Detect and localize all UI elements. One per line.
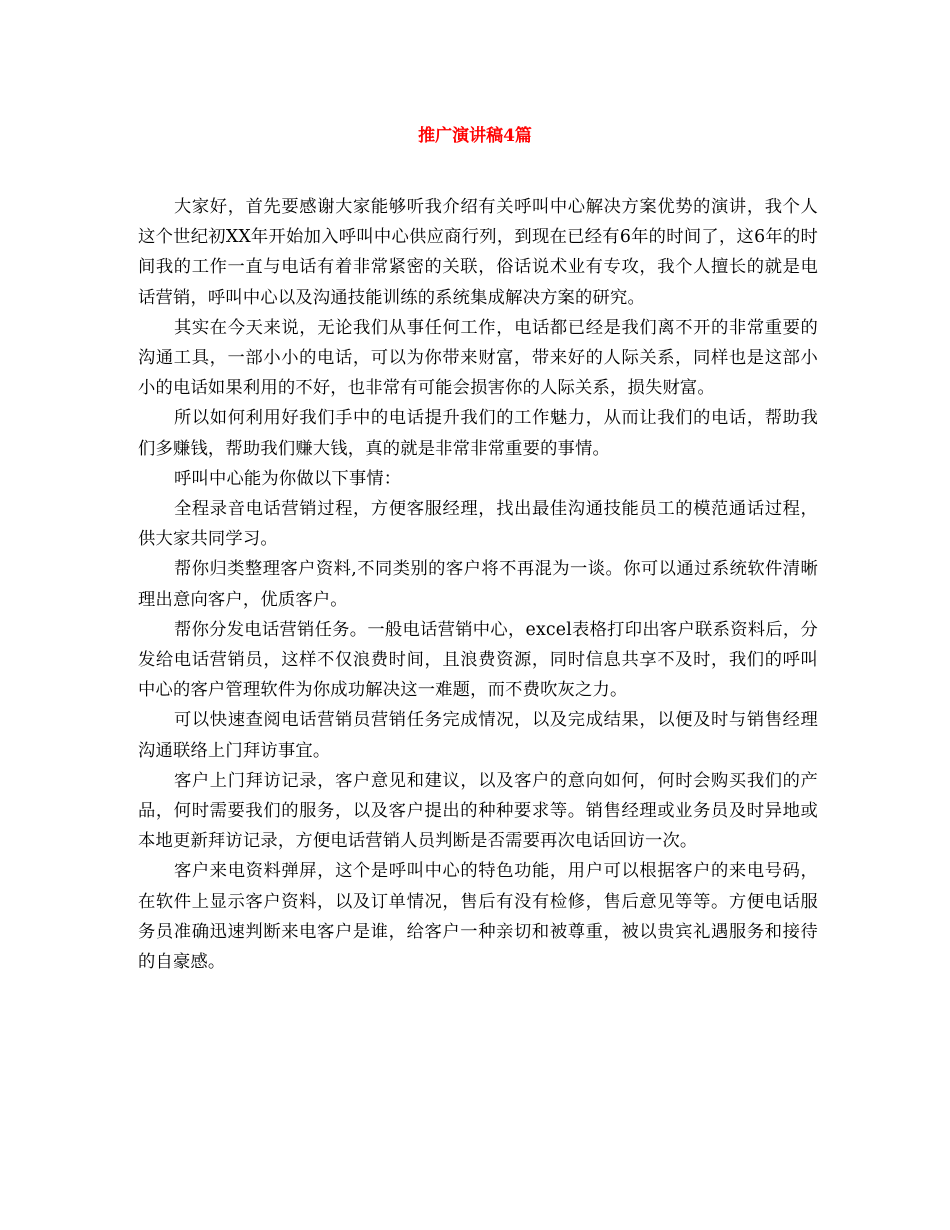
paragraph: 可以快速查阅电话营销员营销任务完成情况，以及完成结果，以便及时与销售经理沟通联络上门拜访事宜。 <box>138 710 818 761</box>
paragraph: 所以如何利用好我们手中的电话提升我们的工作魅力，从而让我们的电话，帮助我们多赚钱，帮助我们赚大钱，真的就是非常非常重要的事情。 <box>138 408 818 459</box>
paragraph: 客户上门拜访记录，客户意见和建议，以及客户的意向如何，何时会购买我们的产品，何时需要我们的服务，以及客户提出的种种要求等。销售经理或业务员及时异地或本地更新拜访记录，方便电话营销人员判断是否需要再次电话回访一次。 <box>138 770 818 852</box>
paragraph: 其实在今天来说，无论我们从事任何工作，电话都已经是我们离不开的非常重要的沟通工具，一部小小的电话，可以为你带来财富，带来好的人际关系，同样也是这部小小的电话如果利用的不好，也非常有可能会损害你的人际关系，损失财富。 <box>138 317 818 399</box>
paragraph: 帮你分发电话营销任务。一般电话营销中心，excel表格打印出客户联系资料后，分发给电话营销员，这样不仅浪费时间，且浪费资源，同时信息共享不及时，我们的呼叫中心的客户管理软件为你成功解决这一难题，而不费吹灰之力。 <box>138 619 818 701</box>
paragraph: 客户来电资料弹屏，这个是呼叫中心的特色功能，用户可以根据客户的来电号码，在软件上显示客户资料，以及订单情况，售后有没有检修，售后意见等等。方便电话服务员准确迅速判断来电客户是谁，给客户一种亲切和被尊重，被以贵宾礼遇服务和接待的自豪感。 <box>138 861 818 973</box>
document-body <box>138 192 818 977</box>
paragraph: 呼叫中心能为你做以下事情： <box>174 468 402 489</box>
paragraph: 大家好，首先要感谢大家能够听我介绍有关呼叫中心解决方案优势的演讲，我个人这个世纪初XX年开始加入呼叫中心供应商行列，到现在已经有6年的时间了，这6年的时间我的工作一直与电话有着非常紧密的关联，俗话说术业有专攻，我个人擅长的就是电话营销，呼叫中心以及沟通技能训练的系统集成解决方案的研究。 <box>138 197 818 308</box>
paragraph: 帮你归类整理客户资料,不同类别的客户将不再混为一谈。你可以通过系统软件清晰理出意向客户，优质客户。 <box>138 559 818 610</box>
document-title: 推广演讲稿4篇 <box>418 126 532 146</box>
paragraph: 全程录音电话营销过程，方便客服经理，找出最佳沟通技能员工的模范通话过程，供大家共同学习。 <box>138 499 818 550</box>
